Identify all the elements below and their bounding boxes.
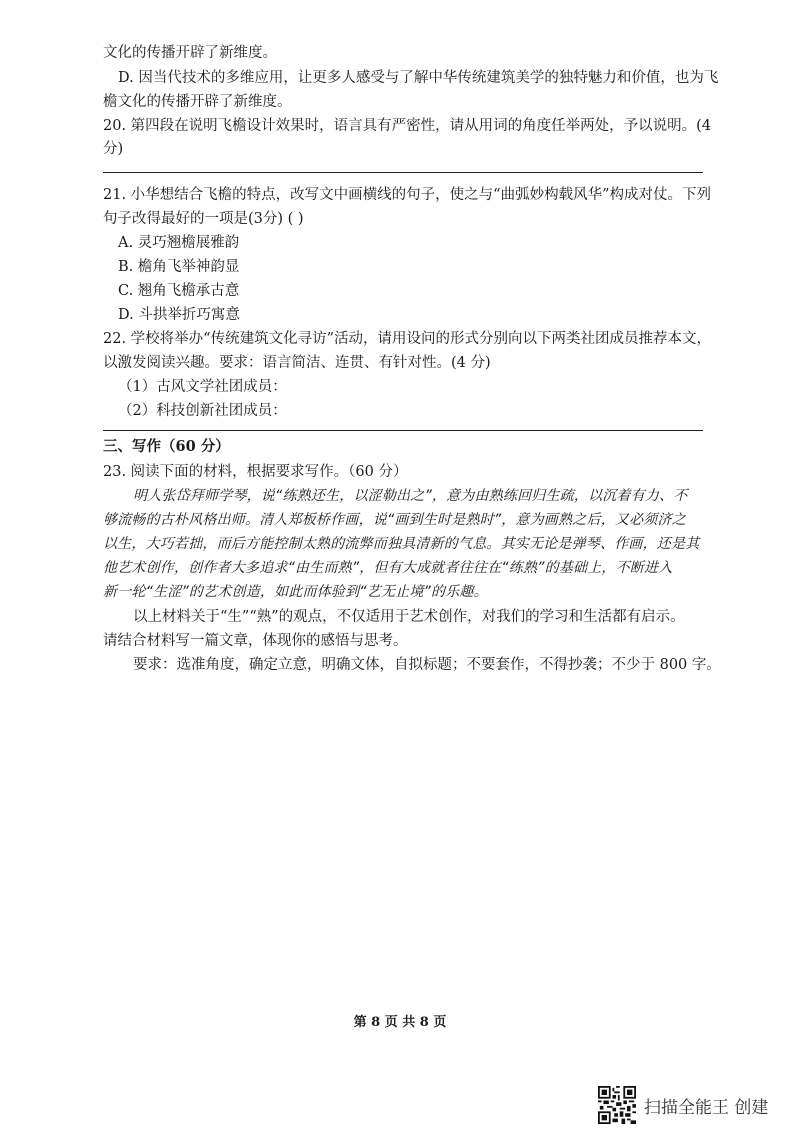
material-line: 他艺术创作，创作者大多追求“由生而熟”，但有大成就者往往在“练熟”的基础上，不断进入 (103, 560, 673, 576)
section-heading: 三、写作（60 分） (103, 438, 230, 455)
text-line: 文化的传播开辟了新维度。 (103, 45, 277, 61)
scanner-watermark (598, 1085, 788, 1125)
option-d: D. 斗拱举折巧寓意 (118, 307, 240, 323)
page-number: 第 8 页 共 8 页 (353, 1015, 447, 1030)
prompt-line: 请结合材料写一篇文章，体现你的感悟与思考。 (103, 633, 408, 649)
material-line: 明人张岱拜师学琴，说“练熟还生，以涩勒出之”，意为由熟练回归生疏，以沉着有力、不 (133, 488, 688, 504)
question-20: 20. 第四段在说明飞檐设计效果时，语言具有严密性，请从用词的角度任举两处，予以说明。(4 (103, 118, 712, 134)
question-22-part2: （2）科技创新社团成员： (118, 403, 287, 419)
question-21-cont: 句子改得最好的一项是(3分) ( ) (103, 211, 304, 227)
option-a: A. 灵巧翘檐展雅韵 (118, 235, 240, 251)
qr-code-icon (598, 1086, 636, 1124)
question-22: 22. 学校将举办“传统建筑文化寻访”活动，请用设问的形式分别向以下两类社团成员推荐本文， (103, 331, 711, 347)
option-d-prev: D. 因当代技术的多维应用，让更多人感受与了解中华传统建筑美学的独特魅力和价值，也为飞 (118, 70, 719, 86)
material-line: 够流畅的古朴风格出师。清人郑板桥作画，说“画到生时是熟时”，意为画熟之后，又必须济之 (103, 512, 686, 528)
watermark-text: 扫描全能王 创建 (644, 1097, 769, 1118)
answer-line (103, 430, 703, 431)
question-20-cont: 分) (103, 141, 124, 157)
material-line: 以生，大巧若拙，而后方能控制太熟的流弊而独具清新的气息。其实无论是弹琴、作画，还是其 (103, 536, 700, 552)
material-line: 新一轮“生涩”的艺术创造，如此而体验到“艺无止境”的乐趣。 (103, 584, 488, 600)
question-22-cont: 以激发阅读兴趣。要求：语言简洁、连贯、有针对性。(4 分) (103, 355, 491, 371)
answer-line (103, 172, 703, 173)
text-line: 檐文化的传播开辟了新维度。 (103, 94, 292, 110)
option-c: C. 翘角飞檐承古意 (118, 283, 240, 299)
option-b: B. 檐角飞举神韵显 (118, 259, 240, 275)
question-23: 23. 阅读下面的材料，根据要求写作。（60 分） (103, 464, 408, 480)
question-22-part1: （1）古风文学社团成员： (118, 379, 287, 395)
requirement-line: 要求：选准角度，确定立意，明确文体，自拟标题；不要套作，不得抄袭；不少于 800 字。 (133, 657, 721, 673)
prompt-line: 以上材料关于“生”“熟”的观点，不仅适用于艺术创作，对我们的学习和生活都有启示。 (133, 609, 685, 625)
question-21: 21. 小华想结合飞檐的特点，改写文中画横线的句子，使之与“曲弧妙构载风华”构成对仗。下列 (103, 187, 711, 203)
